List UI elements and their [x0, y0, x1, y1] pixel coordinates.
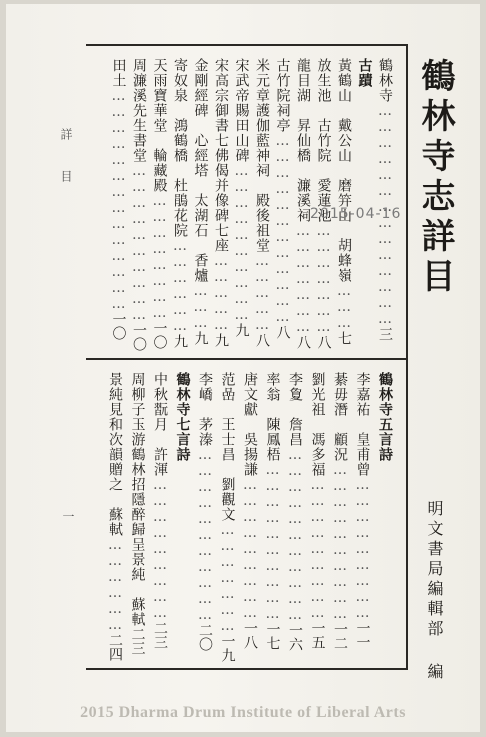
toc-entry [235, 58, 249, 337]
toc-entry-page: 一六 [287, 623, 303, 651]
toc-entry [153, 372, 167, 649]
page-number: 一 [61, 510, 75, 522]
toc-entry [317, 58, 331, 349]
toc-entry-title: 劉光祖 馮多福 [309, 372, 326, 477]
toc-entry [131, 372, 145, 655]
toc-entry [214, 58, 228, 347]
toc-entry-page: 一九 [219, 634, 236, 662]
toc-entry-title: 鶴林寺五言詩 [377, 372, 393, 462]
toc-entry-title: 古竹院祠亭 [274, 58, 291, 133]
toc-entry-page: 九 [172, 334, 188, 348]
toc-entry-page: 八 [274, 325, 291, 339]
toc-entry-title: 李夐 詹昌 [287, 372, 303, 447]
date-watermark: 2015-04-16 [310, 206, 402, 222]
toc-entry [333, 372, 347, 650]
leader-dots: ………………… [295, 223, 311, 335]
toc-entry-page: 一〇 [110, 312, 127, 340]
toc-entry-page: 二〇 [197, 623, 213, 651]
leader-dots: ……………………… [152, 477, 168, 621]
toc-entry-page: 一〇 [131, 323, 147, 351]
toc-entry-page: 八 [315, 335, 332, 349]
toc-entry-page: 二三 [129, 627, 146, 655]
toc-entry [378, 58, 392, 341]
leader-dots: ……………… [172, 238, 188, 334]
toc-entry [243, 372, 257, 649]
editor-credit: 明文書局編輯部 編 [425, 500, 444, 683]
running-head: 詳 目 [59, 128, 73, 190]
toc-entry [176, 372, 190, 462]
toc-entry-page: 一八 [242, 621, 258, 649]
toc-entry-page: 九 [192, 331, 209, 345]
leader-dots: …………………………………… [110, 88, 127, 312]
toc-entry [153, 58, 167, 349]
leader-dots: ……………………… [309, 477, 326, 621]
toc-entry-title: 率翁 陳鳳梧 [264, 372, 281, 462]
toc-entry-title: 李嘉祐 皇甫曾 [354, 372, 371, 477]
toc-entry-title: 天雨寶華堂 輪藏殿 [151, 58, 168, 193]
toc-entry [255, 58, 269, 347]
toc-entry-title: 黃鶴山 戴公山 磨笄山 胡蜂嶺 [336, 58, 352, 283]
toc-entry [108, 372, 122, 661]
leader-dots: ………………… [315, 223, 332, 335]
toc-entry [337, 58, 351, 345]
toc-entry [266, 372, 280, 650]
toc-entry-title: 宋高宗御書七佛偈并像碑七座 [213, 58, 229, 253]
toc-entry-title: 放生池 古竹院 愛蓮池 [315, 58, 332, 223]
bottom-frame-rule [86, 668, 408, 670]
leader-dots: ……………… [107, 537, 123, 633]
leader-dots: ……………………… [242, 477, 258, 621]
leader-dots: ………………………… [264, 462, 281, 622]
toc-entry-title: 周柳子玉游鶴林招隱醉歸呈景純 蘇軾 [129, 372, 146, 627]
toc-entry-title: 綦毋潛 顧況 [332, 372, 348, 462]
toc-entry-title: 田土 [110, 58, 127, 88]
leader-dots: ………………… [219, 522, 236, 634]
toc-entry [198, 372, 212, 651]
leader-dots: …………… [213, 253, 229, 333]
right-frame-rule [406, 44, 408, 670]
leader-dots: ……… [192, 283, 209, 331]
toc-entry [221, 372, 235, 662]
toc-entry-title: 古蹟 [356, 58, 373, 88]
toc-entry [311, 372, 325, 649]
toc-entry-page: 二四 [107, 633, 123, 661]
toc-entry-page: 一一 [354, 621, 371, 649]
toc-entry [132, 58, 146, 351]
toc-entry [358, 58, 372, 88]
middle-divider-rule [86, 358, 408, 360]
toc-entry-page: 九 [233, 323, 250, 337]
toc-entry-title: 龍目湖 昇仙橋 濂溪祠 [295, 58, 311, 223]
toc-entry-page: 七 [336, 331, 352, 345]
toc-entry-title: 寄奴泉 鴻鶴橋 杜鵑花院 [172, 58, 188, 238]
toc-entry-title: 金剛經碑 心經塔 太湖石 香爐 [192, 58, 209, 283]
toc-entry-page: 三 [377, 327, 393, 341]
toc-entry-page: 九 [213, 333, 229, 347]
toc-entry [378, 372, 392, 462]
leader-dots: …………… [254, 253, 270, 333]
toc-entry-page: 一七 [264, 622, 281, 650]
toc-entry-page: 二三 [152, 621, 168, 649]
toc-entry-page: 一二 [332, 622, 348, 650]
leader-dots: ………………………… [131, 163, 147, 323]
toc-entry-title: 鶴林寺 [377, 58, 393, 103]
toc-entry [276, 58, 290, 339]
toc-entry [173, 58, 187, 348]
leader-dots: …………………………… [287, 447, 303, 623]
toc-entry-title: 范嵒 王士昌 劉觀文 [219, 372, 236, 522]
leader-dots: ………………………… [233, 163, 250, 323]
leader-dots: …………………………………… [377, 103, 393, 327]
leader-dots: ………………………… [332, 462, 348, 622]
toc-entry [296, 58, 310, 349]
leader-dots: …………………………… [197, 447, 213, 623]
toc-entry-title: 周濂溪先生書堂 [131, 58, 147, 163]
book-title: 鶴林寺志詳目 [415, 58, 455, 298]
leader-dots: …………………… [151, 193, 168, 321]
top-frame-rule [86, 44, 408, 46]
copyright-watermark: 2015 Dharma Drum Institute of Liberal Arts [80, 704, 406, 721]
toc-entry-page: 一〇 [151, 321, 168, 349]
toc-entry [112, 58, 126, 340]
toc-entry-title: 鶴林寺七言詩 [174, 372, 191, 462]
toc-entry-page: 八 [295, 335, 311, 349]
leader-dots: ……………………… [354, 477, 371, 621]
toc-entry [194, 58, 208, 345]
leader-dots: ……… [336, 283, 352, 331]
toc-entry-title: 景純見和次韻贈之 蘇軾 [107, 372, 123, 537]
toc-entry-title: 李嶠 茅溱 [197, 372, 213, 447]
toc-entry-page: 一五 [309, 621, 326, 649]
toc-entry-title: 唐文獻 吳揚謙 [242, 372, 258, 477]
leader-dots: ……………………………… [274, 133, 291, 325]
toc-entry-title: 中秋翫月 許渾 [152, 372, 168, 477]
toc-entry [288, 372, 302, 651]
toc-entry-title: 宋武帝賜田山碑 [233, 58, 250, 163]
toc-entry-page: 八 [254, 333, 270, 347]
toc-entry [356, 372, 370, 649]
toc-entry-title: 米元章護伽藍神祠 殿後祖堂 [254, 58, 270, 253]
